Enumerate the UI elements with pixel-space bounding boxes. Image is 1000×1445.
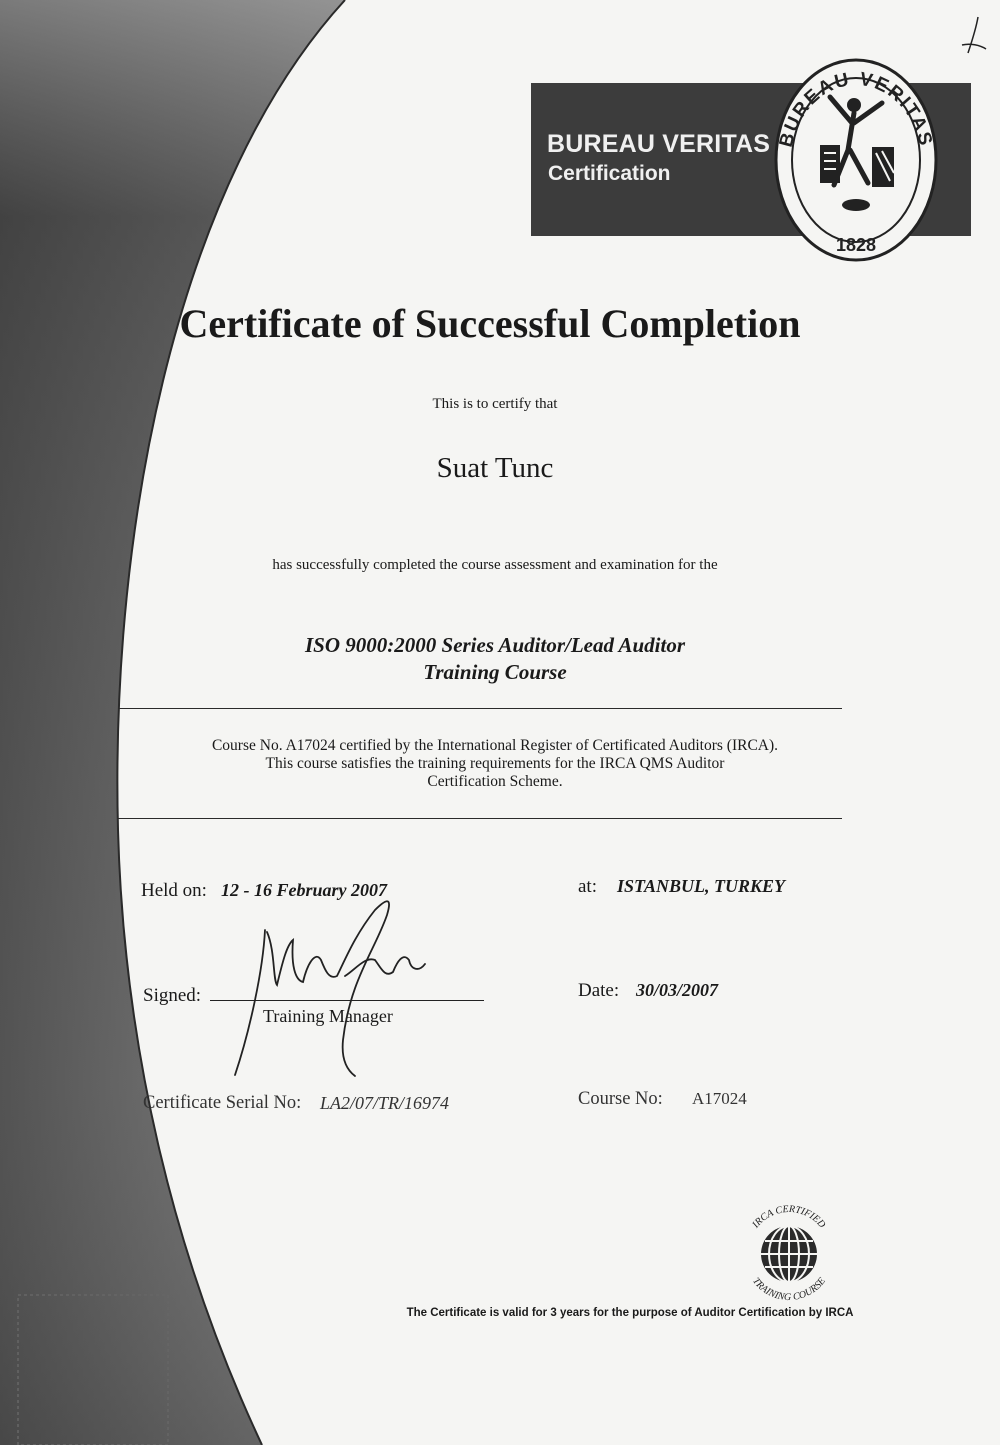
irca-statement-line: Course No. A17024 certified by the International Register of Certificated Auditors (IRCA). [211, 737, 779, 754]
course-title-line-2: Training Course [423, 660, 567, 684]
serial-value: LA2/07/TR/16974 [320, 1093, 450, 1113]
course-title-line-1: ISO 9000:2000 Series Auditor/Lead Auditor [305, 633, 685, 657]
svg-text:BUREAU VERITAS: BUREAU VERITAS [775, 68, 937, 150]
svg-text:TRAINING COURSE: TRAINING COURSE [750, 1275, 828, 1303]
svg-text:1828: 1828 [835, 235, 877, 255]
signatory-role: Training Manager [263, 1006, 393, 1026]
signed-label: Signed: [143, 985, 202, 1006]
bureau-veritas-seal-icon [772, 55, 940, 265]
course-no-value: A17024 [692, 1089, 747, 1108]
recipient-name: Suat Tunc [436, 452, 554, 484]
irca-statement-line: This course satisfies the training requirements for the IRCA QMS Auditor [265, 755, 725, 772]
handwritten-signature [225, 890, 455, 1080]
certify-intro: This is to certify that [432, 396, 558, 412]
brand-subtitle: Certification [548, 162, 671, 185]
course-no-label: Course No: [578, 1089, 663, 1109]
location-label: at: [578, 876, 597, 897]
svg-text:IRCA CERTIFIED: IRCA CERTIFIED [750, 1203, 828, 1231]
date-label: Date: [578, 980, 620, 1001]
irca-statement [150, 737, 840, 791]
validity-note: The Certificate is valid for 3 years for the purpose of Auditor Certification by IRCA [406, 1307, 854, 1319]
brand-name: BUREAU VERITAS [547, 130, 771, 158]
held-on-label: Held on: [141, 880, 207, 901]
completion-text: has successfully completed the course assessment and examination for the [272, 557, 718, 573]
handwritten-mark [958, 15, 988, 55]
serial-label: Certificate Serial No: [143, 1093, 302, 1113]
held-on-value: 12 - 16 February 2007 [221, 880, 387, 900]
date-value: 30/03/2007 [636, 980, 719, 1000]
certificate-title: Certificate of Successful Completion [179, 301, 801, 346]
irca-certified-globe-icon [735, 1198, 843, 1303]
divider-top [118, 708, 842, 709]
irca-statement-line: Certification Scheme. [427, 773, 563, 790]
divider-bottom [118, 818, 842, 819]
location-value: ISTANBUL, TURKEY [617, 876, 786, 896]
